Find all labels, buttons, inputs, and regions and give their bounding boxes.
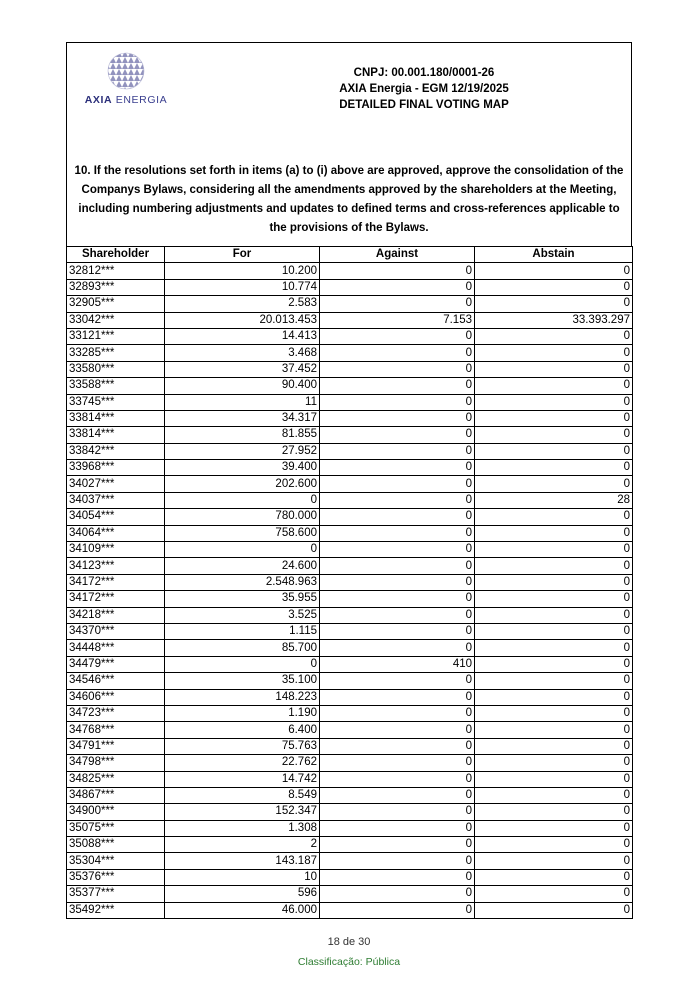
cell-abstain: 0 (475, 591, 633, 607)
column-header-shareholder: Shareholder (67, 247, 165, 263)
logo-wordmark-rest: ENERGIA (112, 94, 168, 106)
cell-for: 27.952 (165, 443, 320, 459)
cell-for: 14.413 (165, 328, 320, 344)
cell-for: 2.583 (165, 296, 320, 312)
cell-against: 0 (320, 738, 475, 754)
cell-shareholder: 32893*** (67, 279, 165, 295)
cell-shareholder: 34546*** (67, 673, 165, 689)
table-row (67, 492, 633, 508)
cell-against: 0 (320, 820, 475, 836)
cell-against: 0 (320, 279, 475, 295)
cell-abstain: 0 (475, 640, 633, 656)
cell-abstain: 0 (475, 607, 633, 623)
page-number: 18 de 30 (327, 936, 371, 948)
cell-for: 75.763 (165, 738, 320, 754)
cell-shareholder: 34370*** (67, 623, 165, 639)
table-row (67, 410, 633, 426)
cell-against: 0 (320, 427, 475, 443)
cell-abstain: 0 (475, 755, 633, 771)
voting-table (66, 246, 633, 919)
cell-abstain: 33.393.297 (475, 312, 633, 328)
cell-against: 0 (320, 476, 475, 492)
table-row (67, 361, 633, 377)
cell-abstain: 0 (475, 886, 633, 902)
cell-against: 0 (320, 902, 475, 918)
classification-label: Classificação: Pública (297, 956, 401, 968)
cell-abstain: 0 (475, 673, 633, 689)
table-row (67, 771, 633, 787)
cell-shareholder: 33814*** (67, 427, 165, 443)
cell-against: 0 (320, 853, 475, 869)
cell-against: 0 (320, 394, 475, 410)
cell-for: 143.187 (165, 853, 320, 869)
cell-against: 0 (320, 673, 475, 689)
cell-for: 46.000 (165, 902, 320, 918)
table-row (67, 738, 633, 754)
cell-for: 3.468 (165, 345, 320, 361)
cell-shareholder: 35075*** (67, 820, 165, 836)
table-row (67, 853, 633, 869)
cell-against: 0 (320, 755, 475, 771)
cell-against: 0 (320, 378, 475, 394)
cell-abstain: 0 (475, 476, 633, 492)
cell-abstain: 0 (475, 296, 633, 312)
cell-for: 202.600 (165, 476, 320, 492)
cell-against: 0 (320, 591, 475, 607)
cell-against: 0 (320, 640, 475, 656)
cell-for: 11 (165, 394, 320, 410)
cell-abstain: 0 (475, 820, 633, 836)
cell-against: 0 (320, 361, 475, 377)
cell-abstain: 0 (475, 722, 633, 738)
cell-for: 0 (165, 656, 320, 672)
cell-against: 0 (320, 460, 475, 476)
cell-shareholder: 34606*** (67, 689, 165, 705)
cell-shareholder: 34054*** (67, 509, 165, 525)
cell-for: 0 (165, 542, 320, 558)
cell-for: 20.013.453 (165, 312, 320, 328)
table-header-row (67, 247, 633, 263)
cell-against: 410 (320, 656, 475, 672)
cell-against: 0 (320, 804, 475, 820)
cell-for: 24.600 (165, 558, 320, 574)
cell-shareholder: 34768*** (67, 722, 165, 738)
header-text (217, 65, 631, 113)
table-row (67, 787, 633, 803)
cell-shareholder: 33814*** (67, 410, 165, 426)
cell-for: 39.400 (165, 460, 320, 476)
column-header-for: For (165, 247, 320, 263)
cell-for: 1.190 (165, 705, 320, 721)
table-row (67, 460, 633, 476)
cell-shareholder: 34825*** (67, 771, 165, 787)
cell-for: 35.955 (165, 591, 320, 607)
cell-for: 780.000 (165, 509, 320, 525)
cell-for: 2 (165, 837, 320, 853)
cell-against: 0 (320, 558, 475, 574)
cell-against: 0 (320, 410, 475, 426)
cell-for: 37.452 (165, 361, 320, 377)
cell-against: 0 (320, 787, 475, 803)
cell-shareholder: 34218*** (67, 607, 165, 623)
cell-for: 14.742 (165, 771, 320, 787)
cell-for: 3.525 (165, 607, 320, 623)
cell-abstain: 0 (475, 574, 633, 590)
cell-for: 22.762 (165, 755, 320, 771)
cell-against: 0 (320, 525, 475, 541)
cell-against: 0 (320, 263, 475, 279)
cell-shareholder: 32905*** (67, 296, 165, 312)
cell-for: 81.855 (165, 427, 320, 443)
cell-shareholder: 33842*** (67, 443, 165, 459)
cell-abstain: 0 (475, 902, 633, 918)
cell-abstain: 0 (475, 345, 633, 361)
table-row (67, 623, 633, 639)
resolution-question: 10. If the resolutions set forth in items (a) to (i) above are approved, approve the consolidation of the Companys Bylaws, considering all the amendments approved by the shareholders at the Meeting, including numbering adjustments and updates to defined terms and cross-references applicable to the provisions of the Bylaws. (74, 165, 624, 234)
cell-abstain: 0 (475, 771, 633, 787)
company-logo (81, 51, 171, 106)
table-row (67, 263, 633, 279)
table-row (67, 705, 633, 721)
cell-shareholder: 34479*** (67, 656, 165, 672)
table-row (67, 443, 633, 459)
table-row (67, 296, 633, 312)
cell-shareholder: 34723*** (67, 705, 165, 721)
cell-for: 152.347 (165, 804, 320, 820)
table-row (67, 607, 633, 623)
cell-shareholder: 34109*** (67, 542, 165, 558)
cell-shareholder: 34798*** (67, 755, 165, 771)
cell-against: 0 (320, 722, 475, 738)
table-row (67, 427, 633, 443)
table-row (67, 509, 633, 525)
cell-against: 0 (320, 886, 475, 902)
table-row (67, 542, 633, 558)
column-header-against: Against (320, 247, 475, 263)
cell-for: 6.400 (165, 722, 320, 738)
cell-against: 0 (320, 492, 475, 508)
cell-for: 1.115 (165, 623, 320, 639)
cnpj-line: CNPJ: 00.001.180/0001-26 (353, 67, 495, 79)
cell-abstain: 0 (475, 705, 633, 721)
cell-against: 7.153 (320, 312, 475, 328)
cell-shareholder: 33285*** (67, 345, 165, 361)
cell-for: 148.223 (165, 689, 320, 705)
cell-shareholder: 33042*** (67, 312, 165, 328)
table-row (67, 656, 633, 672)
document-frame (66, 42, 632, 246)
cell-abstain: 0 (475, 787, 633, 803)
cell-shareholder: 32812*** (67, 263, 165, 279)
cell-against: 0 (320, 623, 475, 639)
table-row (67, 673, 633, 689)
globe-logo-icon (104, 51, 148, 91)
cell-abstain: 0 (475, 460, 633, 476)
cell-shareholder: 35492*** (67, 902, 165, 918)
table-row (67, 525, 633, 541)
column-header-abstain: Abstain (475, 247, 633, 263)
cell-for: 2.548.963 (165, 574, 320, 590)
cell-abstain: 0 (475, 410, 633, 426)
cell-shareholder: 34900*** (67, 804, 165, 820)
cell-against: 0 (320, 837, 475, 853)
cell-shareholder: 34027*** (67, 476, 165, 492)
cell-shareholder: 34037*** (67, 492, 165, 508)
cell-shareholder: 33580*** (67, 361, 165, 377)
cell-for: 10.774 (165, 279, 320, 295)
table-row (67, 312, 633, 328)
cell-shareholder: 33968*** (67, 460, 165, 476)
cell-against: 0 (320, 705, 475, 721)
cell-abstain: 0 (475, 263, 633, 279)
table-row (67, 820, 633, 836)
cell-for: 90.400 (165, 378, 320, 394)
cell-abstain: 0 (475, 443, 633, 459)
document-header (67, 43, 631, 158)
cell-shareholder: 35088*** (67, 837, 165, 853)
cell-abstain: 0 (475, 689, 633, 705)
cell-shareholder: 34064*** (67, 525, 165, 541)
cell-against: 0 (320, 771, 475, 787)
cell-against: 0 (320, 607, 475, 623)
table-row (67, 394, 633, 410)
cell-against: 0 (320, 869, 475, 885)
cell-for: 0 (165, 492, 320, 508)
cell-abstain: 0 (475, 542, 633, 558)
cell-abstain: 0 (475, 378, 633, 394)
cell-shareholder: 34791*** (67, 738, 165, 754)
cell-abstain: 0 (475, 837, 633, 853)
cell-shareholder: 33745*** (67, 394, 165, 410)
cell-abstain: 28 (475, 492, 633, 508)
cell-for: 8.549 (165, 787, 320, 803)
cell-abstain: 0 (475, 394, 633, 410)
table-row (67, 902, 633, 918)
cell-shareholder: 34867*** (67, 787, 165, 803)
table-row (67, 558, 633, 574)
cell-shareholder: 34448*** (67, 640, 165, 656)
cell-against: 0 (320, 509, 475, 525)
table-row (67, 837, 633, 853)
document-title: DETAILED FINAL VOTING MAP (339, 99, 509, 111)
table-row (67, 574, 633, 590)
cell-shareholder: 34123*** (67, 558, 165, 574)
table-row (67, 640, 633, 656)
cell-abstain: 0 (475, 427, 633, 443)
cell-against: 0 (320, 689, 475, 705)
table-row (67, 378, 633, 394)
cell-abstain: 0 (475, 738, 633, 754)
table-row (67, 345, 633, 361)
table-row (67, 328, 633, 344)
cell-shareholder: 33121*** (67, 328, 165, 344)
cell-for: 35.100 (165, 673, 320, 689)
logo-wordmark-bold: AXIA (84, 94, 113, 106)
cell-shareholder: 35377*** (67, 886, 165, 902)
cell-abstain: 0 (475, 509, 633, 525)
cell-abstain: 0 (475, 525, 633, 541)
cell-for: 85.700 (165, 640, 320, 656)
cell-abstain: 0 (475, 656, 633, 672)
cell-shareholder: 35304*** (67, 853, 165, 869)
cell-against: 0 (320, 296, 475, 312)
cell-against: 0 (320, 345, 475, 361)
table-row (67, 591, 633, 607)
table-row (67, 869, 633, 885)
cell-for: 758.600 (165, 525, 320, 541)
cell-for: 1.308 (165, 820, 320, 836)
cell-for: 10 (165, 869, 320, 885)
cell-abstain: 0 (475, 328, 633, 344)
cell-against: 0 (320, 443, 475, 459)
cell-shareholder: 35376*** (67, 869, 165, 885)
table-row (67, 689, 633, 705)
cell-abstain: 0 (475, 279, 633, 295)
cell-shareholder: 33588*** (67, 378, 165, 394)
cell-shareholder: 34172*** (67, 574, 165, 590)
table-row (67, 722, 633, 738)
cell-for: 10.200 (165, 263, 320, 279)
cell-for: 596 (165, 886, 320, 902)
cell-against: 0 (320, 328, 475, 344)
table-row (67, 279, 633, 295)
table-body (67, 263, 633, 919)
cell-abstain: 0 (475, 361, 633, 377)
cell-shareholder: 34172*** (67, 591, 165, 607)
cell-abstain: 0 (475, 623, 633, 639)
cell-against: 0 (320, 542, 475, 558)
cell-abstain: 0 (475, 558, 633, 574)
cell-against: 0 (320, 574, 475, 590)
logo-wordmark (81, 94, 171, 106)
cell-abstain: 0 (475, 869, 633, 885)
event-line: AXIA Energia - EGM 12/19/2025 (339, 83, 509, 95)
cell-for: 34.317 (165, 410, 320, 426)
cell-abstain: 0 (475, 853, 633, 869)
table-row (67, 755, 633, 771)
cell-abstain: 0 (475, 804, 633, 820)
table-row (67, 804, 633, 820)
table-row (67, 886, 633, 902)
table-row (67, 476, 633, 492)
